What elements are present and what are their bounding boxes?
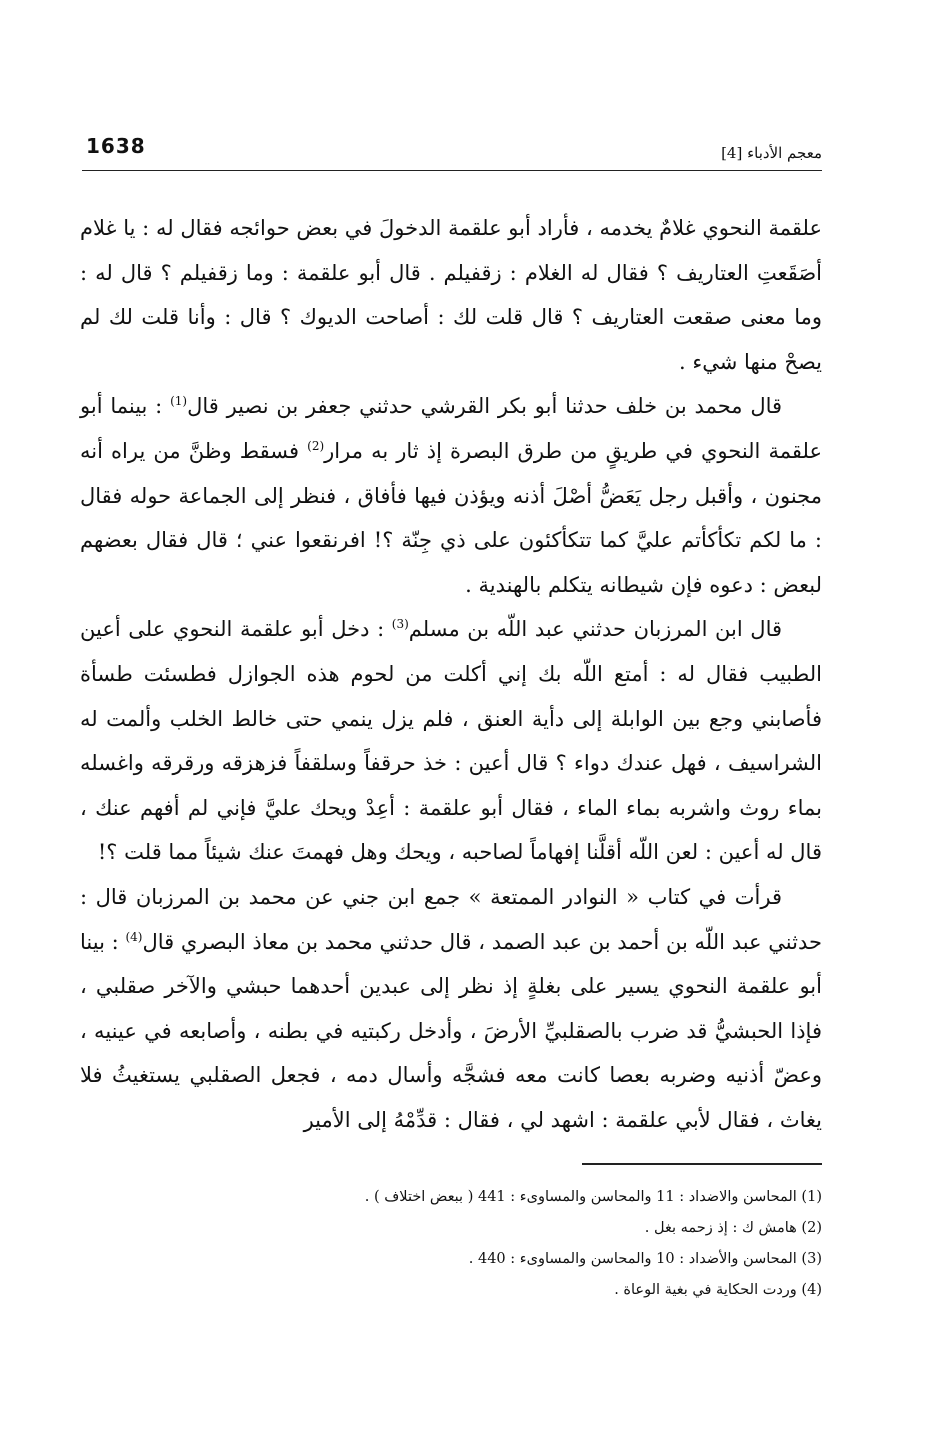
footnote-ref-4: (4) [125,929,143,944]
paragraph-2-text-a: قال محمد بن خلف حدثنا أبو بكر القرشي حدثني جعفر بن نصير قال [187,394,783,419]
footnote-ref-2: (2) [307,438,325,453]
paragraph-3-text-b: : دخل أبو علقمة النحوي على أعين الطبيب فقال له : أمتع اللّه بك إني أكلت من لحوم هذه الجوازل فطسئت طسأة فأصابني وجع بين الوابلة إلى دأية العنق ، فلم يزل ينمي حتى خالط الخلب وألمت له الشراسيف ، فهل عندك دواء ؟ قال أعين : خذ حرقفاً وسلقفاً فزهزقه ورقرقه واغسله بماء روث واشربه بماء الماء ، فقال أبو علقمة : أعِدْ ويحك عليَّ فإني لم أفهم عنك ، قال له أعين : لعن اللّه أقلَّنا إفهاماً لصاحبه ، ويحك وهل فهمتَ عنك شيئاً مما قلت ؟! [80,617,822,865]
footnote-3: (3) المحاسن والأضداد : 10 والمحاسن والمساوىء : 440 . [468,1251,822,1267]
paragraph-2 [80,384,822,607]
paragraph-3 [80,607,822,875]
paragraph-2-text-b: : بينما أبو علقمة النحوي في طريقٍ من طرق البصرة إذ ثار به مرار [80,394,822,463]
footnotes [200,1182,822,1306]
running-title: معجم الأدباء [4] [721,144,822,162]
paragraph-3-text-a: قال ابن المرزبان حدثني عبد اللّه بن مسلم [408,617,783,642]
paragraph-4 [80,875,822,1143]
paragraph-4-text-a: قرأت في كتاب « النوادر الممتعة » جمع ابن جني عن محمد بن المرزبان قال : حدثني عبد اللّه بن أحمد بن عبد الصمد ، قال حدثني محمد بن معاذ البصري قال [80,884,822,954]
paragraph-1: علقمة النحوي غلامٌ يخدمه ، فأراد أبو علقمة الدخولَ في بعض حوائجه فقال له : يا غلام أصَقَعتِ العتاريف ؟ فقال له الغلام : زقفيلم . قال أبو علقمة : وما زقفيلم ؟ قال له : وما معنى صقعت العتاريف ؟ قال قلت لك : أصاحت الديوك ؟ قال : وأنا قلت لك لم يصحْ منها شيء . [80,216,822,374]
page-header [82,128,822,168]
main-text [80,206,822,1142]
page-number: 1638 [86,134,146,158]
footnote-4: (4) وردت الحكاية في بغية الوعاة . [614,1282,822,1298]
footnote-2: (2) هامش ك : إذ زحمه بغل . [644,1220,822,1236]
header-rule [82,170,822,171]
paragraph-2-text-c: فسقط وظنَّ من يراه أنه مجنون ، وأقبل رجل يَعَضُّ أصْلَ أذنه ويؤذن فيها فأفاق ، فنظر إلى الجماعة حوله فقال : ما لكم تكأكأتم عليَّ كما تتكأكئون على ذي جِنّة ؟! افرنقعوا عني ؛ قال فقال بعضهم لبعض : دعوه فإن شيطانه يتكلم بالهندية . [80,438,822,597]
footnote-rule [582,1163,822,1165]
footnote-1: (1) المحاسن والاضداد : 11 والمحاسن والمساوىء : 441 ( ببعض اختلاف ) . [364,1189,822,1205]
footnote-ref-1: (1) [170,394,188,409]
paragraph-4-text-b: : بينا أبو علقمة النحوي يسير على بغلةٍ إذ نظر إلى عبدين أحدهما حبشي والآخر صقلبي ، فإذا الحبشيُّ قد ضرب بالصقلبيِّ الأرضَ ، وأدخل ركبتيه في بطنه ، وأصابعه في عينيه ، وعضّ أذنيه وضربه بعصا كانت معه فشجَّه وأسال دمه ، فجعل الصقلبي يستغيثُ فلا يغاث ، فقال لأبي علقمة : اشهد لي ، فقال : قدِّمْهُ إلى الأمير [80,929,822,1132]
footnote-ref-3: (3) [391,617,409,632]
